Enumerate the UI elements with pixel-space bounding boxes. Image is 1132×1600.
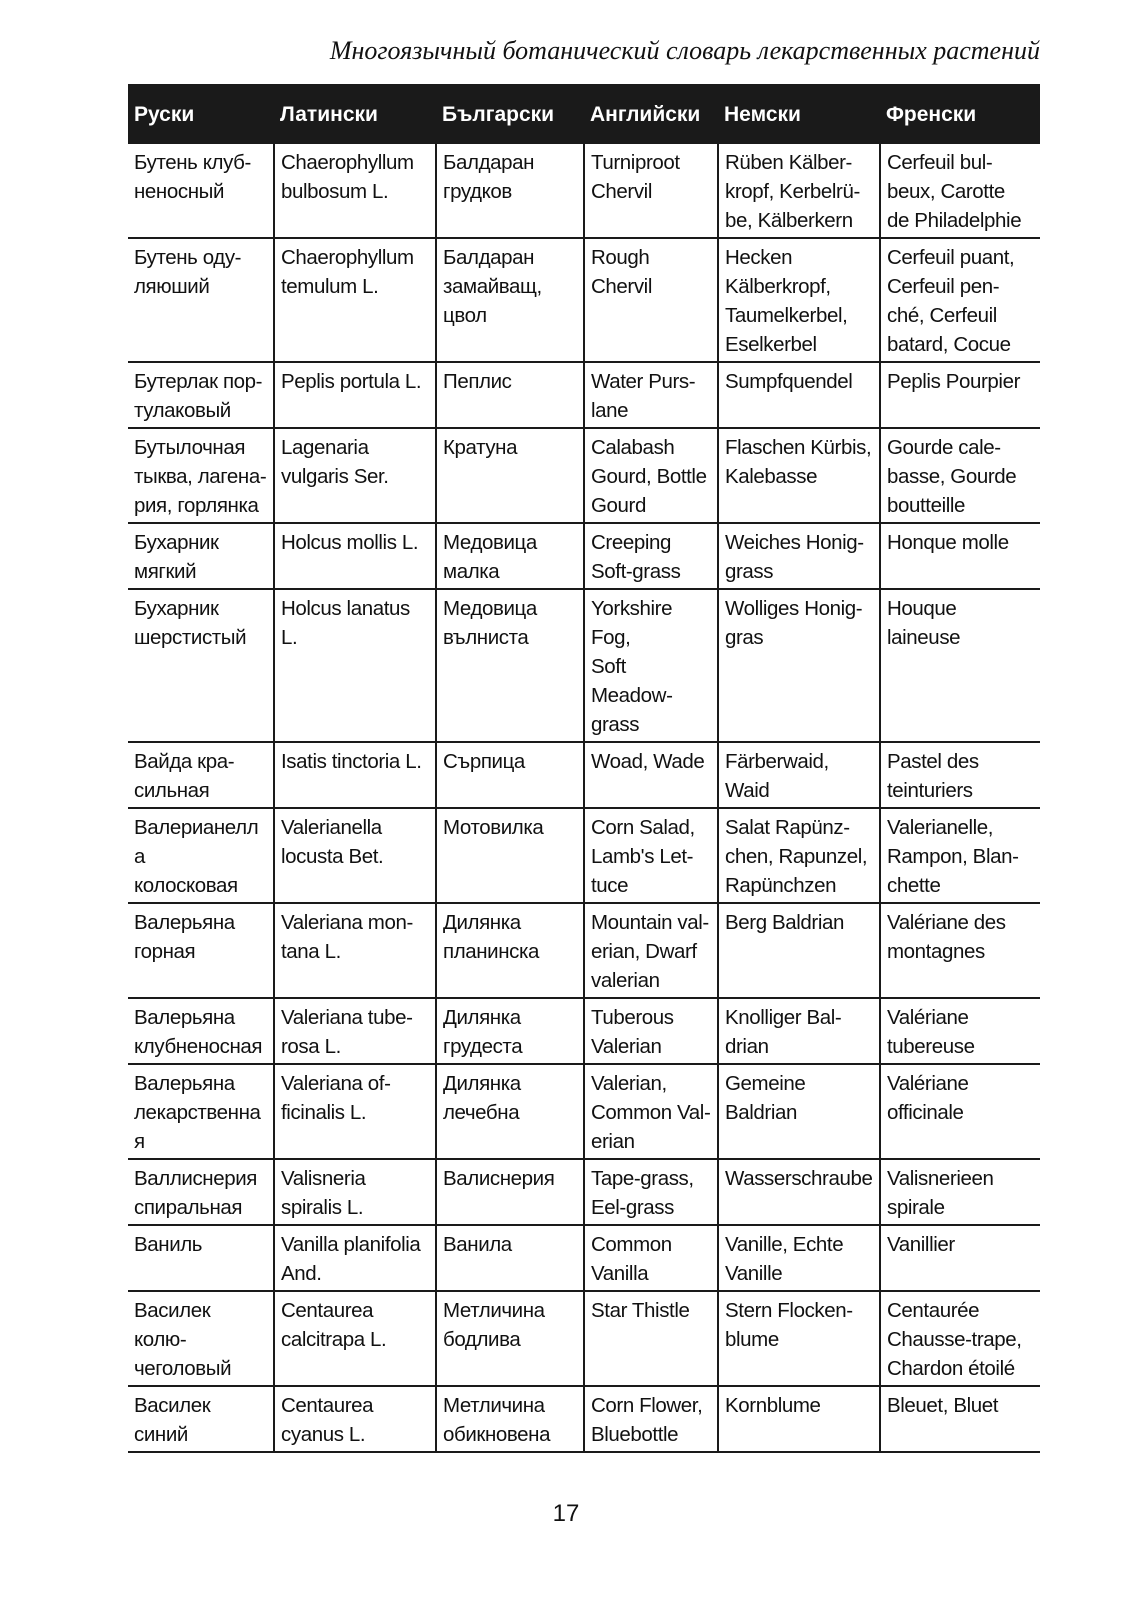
cell-german: Hecken Kälberkropf, Taumelkerbel, Eselkerbel [718, 238, 880, 362]
cell-german: Wasserschraube [718, 1159, 880, 1225]
cell-bulgarian: Метличина бодлива [436, 1291, 584, 1386]
cell-latin: Valeriana mon- tana L. [274, 903, 436, 998]
cell-latin: Holcus mollis L. [274, 523, 436, 589]
cell-russian: Бухарник мягкий [128, 523, 274, 589]
cell-french: Cerfeuil puant, Cerfeuil pen- ché, Cerfeuil batard, Cocue [880, 238, 1040, 362]
cell-german: Sumpfquendel [718, 362, 880, 428]
cell-french: Vanillier [880, 1225, 1040, 1291]
cell-russian: Валерьяна горная [128, 903, 274, 998]
page-number: 17 [552, 1500, 580, 1527]
cell-german: Weiches Honig- grass [718, 523, 880, 589]
table-row [128, 1386, 1040, 1452]
cell-french: Valériane des montagnes [880, 903, 1040, 998]
cell-russian: Валерьяна лекарственная [128, 1064, 274, 1159]
header-english: Английски [584, 84, 718, 144]
cell-english: Rough Chervil [584, 238, 718, 362]
cell-bulgarian: Балдаран грудков [436, 144, 584, 238]
cell-bulgarian: Балдаран замайващ, цвол [436, 238, 584, 362]
cell-latin: Vanilla planifolia And. [274, 1225, 436, 1291]
cell-german: Gemeine Baldrian [718, 1064, 880, 1159]
cell-english: Tuberous Valerian [584, 998, 718, 1064]
cell-french: Valériane officinale [880, 1064, 1040, 1159]
cell-french: Valisnerieen spirale [880, 1159, 1040, 1225]
dictionary-table [128, 84, 1040, 1453]
cell-french: Gourde cale- basse, Gourde boutteille [880, 428, 1040, 523]
cell-french: Honque molle [880, 523, 1040, 589]
cell-german: Rüben Kälber- kropf, Kerbelrü- be, Kälberkern [718, 144, 880, 238]
cell-russian: Василек синий [128, 1386, 274, 1452]
cell-russian: Валерьяна клубненосная [128, 998, 274, 1064]
cell-latin: Holcus lanatus L. [274, 589, 436, 742]
header-russian: Руски [128, 84, 274, 144]
cell-german: Färberwaid, Waid [718, 742, 880, 808]
cell-german: Flaschen Kürbis, Kalebasse [718, 428, 880, 523]
cell-latin: Centaurea cyanus L. [274, 1386, 436, 1452]
cell-english: Woad, Wade [584, 742, 718, 808]
cell-english: Corn Salad, Lamb's Let- tuce [584, 808, 718, 903]
cell-english: Tape-grass, Eel-grass [584, 1159, 718, 1225]
cell-latin: Valisneria spiralis L. [274, 1159, 436, 1225]
table-row [128, 589, 1040, 742]
header-bulgarian: Български [436, 84, 584, 144]
table-row [128, 1159, 1040, 1225]
cell-german: Wolliges Honig- gras [718, 589, 880, 742]
cell-bulgarian: Ванила [436, 1225, 584, 1291]
cell-russian: Валерианелла колосковая [128, 808, 274, 903]
table-row [128, 238, 1040, 362]
cell-bulgarian: Сърпица [436, 742, 584, 808]
cell-latin: Valerianella locusta Bet. [274, 808, 436, 903]
table-header [128, 84, 1040, 144]
header-french: Френски [880, 84, 1040, 144]
cell-german: Salat Rapünz- chen, Rapunzel, Rapünchzen [718, 808, 880, 903]
table-body [128, 144, 1040, 1452]
cell-latin: Lagenaria vulgaris Ser. [274, 428, 436, 523]
table-row [128, 808, 1040, 903]
table-row [128, 144, 1040, 238]
cell-russian: Бутень клуб- неносный [128, 144, 274, 238]
table-row [128, 1225, 1040, 1291]
cell-latin: Valeriana tube- rosa L. [274, 998, 436, 1064]
cell-latin: Valeriana of- ficinalis L. [274, 1064, 436, 1159]
cell-english: Star Thistle [584, 1291, 718, 1386]
cell-english: Yorkshire Fog, Soft Meadow- grass [584, 589, 718, 742]
cell-german: Stern Flocken- blume [718, 1291, 880, 1386]
cell-english: Corn Flower, Bluebottle [584, 1386, 718, 1452]
table-row [128, 523, 1040, 589]
cell-french: Cerfeuil bul- beux, Carotte de Philadelphie [880, 144, 1040, 238]
cell-german: Berg Baldrian [718, 903, 880, 998]
cell-english: Valerian, Common Val- erian [584, 1064, 718, 1159]
table-row [128, 1291, 1040, 1386]
running-head: Многоязычный ботанический словарь лекарственных растений [329, 36, 1040, 65]
cell-latin: Peplis portula L. [274, 362, 436, 428]
cell-bulgarian: Кратуна [436, 428, 584, 523]
cell-latin: Isatis tinctoria L. [274, 742, 436, 808]
cell-bulgarian: Пеплис [436, 362, 584, 428]
cell-french: Houque laineuse [880, 589, 1040, 742]
cell-french: Pastel des teinturiers [880, 742, 1040, 808]
table-row [128, 1064, 1040, 1159]
cell-french: Peplis Pourpier [880, 362, 1040, 428]
cell-russian: Бутень оду- ляюший [128, 238, 274, 362]
cell-russian: Василек колю- чеголовый [128, 1291, 274, 1386]
cell-english: Creeping Soft-grass [584, 523, 718, 589]
header-latin: Латински [274, 84, 436, 144]
cell-french: Bleuet, Bluet [880, 1386, 1040, 1452]
cell-latin: Centaurea calcitrapa L. [274, 1291, 436, 1386]
cell-latin: Chaerophyllum bulbosum L. [274, 144, 436, 238]
cell-german: Kornblume [718, 1386, 880, 1452]
cell-english: Turniproot Chervil [584, 144, 718, 238]
table-row [128, 742, 1040, 808]
header-german: Немски [718, 84, 880, 144]
header-row [128, 84, 1040, 144]
cell-french: Valerianelle, Rampon, Blan- chette [880, 808, 1040, 903]
cell-latin: Chaerophyllum temulum L. [274, 238, 436, 362]
cell-english: Water Purs- lane [584, 362, 718, 428]
cell-russian: Вайда кра- сильная [128, 742, 274, 808]
cell-german: Knolliger Bal- drian [718, 998, 880, 1064]
cell-bulgarian: Дилянка планинска [436, 903, 584, 998]
cell-bulgarian: Медовица малка [436, 523, 584, 589]
cell-russian: Бухарник шерстистый [128, 589, 274, 742]
cell-french: Centaurée Chausse-trape, Chardon étoilé [880, 1291, 1040, 1386]
cell-english: Calabash Gourd, Bottle Gourd [584, 428, 718, 523]
cell-bulgarian: Метличина обикновена [436, 1386, 584, 1452]
cell-german: Vanille, Echte Vanille [718, 1225, 880, 1291]
cell-russian: Валлиснерия спиральная [128, 1159, 274, 1225]
cell-russian: Бутылочная тыква, лагена- рия, горлянка [128, 428, 274, 523]
cell-english: Mountain val- erian, Dwarf valerian [584, 903, 718, 998]
cell-russian: Бутерлак пор- тулаковый [128, 362, 274, 428]
table-row [128, 998, 1040, 1064]
cell-bulgarian: Дилянка грудеста [436, 998, 584, 1064]
cell-french: Valériane tubereuse [880, 998, 1040, 1064]
table-row [128, 903, 1040, 998]
table-row [128, 362, 1040, 428]
cell-bulgarian: Медовица вълниста [436, 589, 584, 742]
cell-bulgarian: Мотовилка [436, 808, 584, 903]
cell-bulgarian: Дилянка лечебна [436, 1064, 584, 1159]
table-row [128, 428, 1040, 523]
cell-bulgarian: Валиснерия [436, 1159, 584, 1225]
cell-russian: Ваниль [128, 1225, 274, 1291]
cell-english: Common Vanilla [584, 1225, 718, 1291]
